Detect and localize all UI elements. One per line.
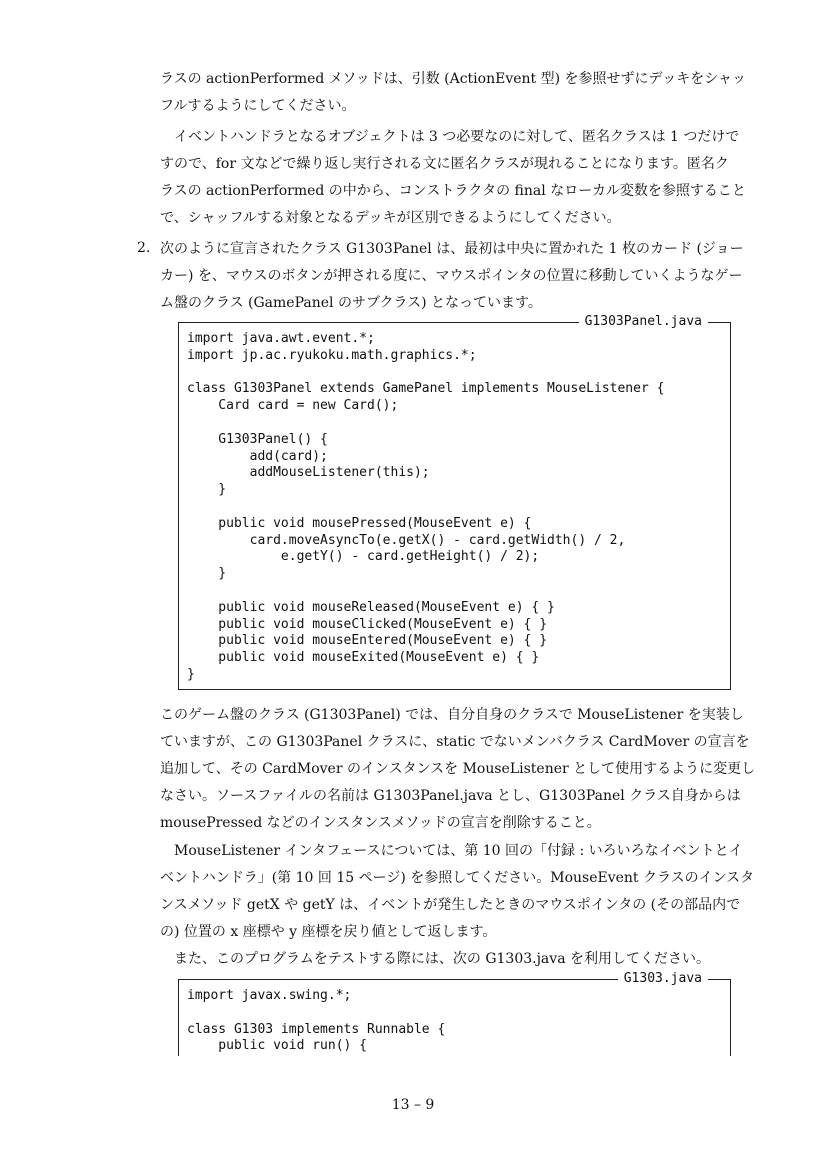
text-line: MouseListener インタフェースについては、第 10 回の「付録 : いろいろなイベントとイ	[160, 843, 743, 859]
text-line: フルするようにしてください。	[160, 98, 356, 114]
text-line: で、シャッフルする対象となるデッキが区別できるようにしてください。	[160, 210, 621, 226]
text-line: カー) を、マウスのボタンが押される度に、マウスポインタの位置に移動していくようなゲー	[160, 268, 743, 284]
text-line: イベントハンドラとなるオブジェクトは 3 つ必要なのに対して、匿名クラスは 1 つだけで	[160, 129, 740, 145]
text-line: 次のように宣言されたクラス G1303Panel は、最初は中央に置かれた 1 枚のカード (ジョー	[160, 241, 744, 257]
code-text: import javax.swing.*; class G1303 implements Runnable { public void run() {	[187, 988, 446, 1054]
code-listing-g1303	[178, 971, 731, 1056]
text-line: ラスの actionPerformed の中から、コンストラクタの final なローカル変数を参照すること	[160, 183, 746, 199]
code-text: import java.awt.event.*; import jp.ac.ryukoku.math.graphics.*; class G1303Panel extends GamePanel implements MouseListener { Card card = new Card(); G1303Panel() { add(card); addMouseListener(this); } public void mousePressed(MouseEvent e) { card.moveAsyncTo(e.getX() - card.getWidth() / 2, e.getY() - card.getHeight() / 2); } public void mouseReleased(MouseEvent e) { } public void mouseClicked(MouseEvent e) { } public void mouseEntered(MouseEvent e) { } public void mouseExited(MouseEvent e) { } }	[187, 331, 665, 682]
code-filename: G1303.java	[618, 970, 708, 988]
text-line: なさい。ソースファイルの名前は G1303Panel.java とし、G1303Panel クラス自身からは	[160, 788, 741, 804]
code-listing-g1303panel	[178, 314, 731, 690]
text-line: また、このプログラムをテストする際には、次の G1303.java を利用してください。	[160, 951, 710, 967]
item-number: 2.	[137, 240, 151, 256]
page-number: 13 – 9	[391, 1097, 435, 1113]
code-filename: G1303Panel.java	[579, 313, 708, 331]
text-line: の) 位置の x 座標や y 座標を戻り値として返します。	[160, 924, 497, 940]
text-line: ンスメソッド getX や getY は、イベントが発生したときのマウスポインタの (その部品内で	[160, 897, 741, 913]
text-line: すので、for 文などで繰り返し実行される文に匿名クラスが現れることになります。匿名ク	[160, 156, 729, 172]
text-line: ていますが、この G1303Panel クラスに、static でないメンバクラス CardMover の宣言を	[160, 734, 750, 750]
text-line: ラスの actionPerformed メソッドは、引数 (ActionEvent 型) を参照せずにデッキをシャッ	[160, 71, 746, 87]
text-line: ベントハンドラ」(第 10 回 15 ページ) を参照してください。MouseEvent クラスのインスタ	[160, 870, 755, 886]
text-line: このゲーム盤のクラス (G1303Panel) では、自分自身のクラスで MouseListener を実装し	[160, 707, 744, 723]
text-line: 追加して、その CardMover のインスタンスを MouseListener として使用するように変更し	[160, 761, 756, 777]
text-line: mousePressed などのインスタンスメソッドの宣言を削除すること。	[160, 815, 601, 831]
text-line: ム盤のクラス (GamePanel のサブクラス) となっています。	[160, 295, 542, 311]
